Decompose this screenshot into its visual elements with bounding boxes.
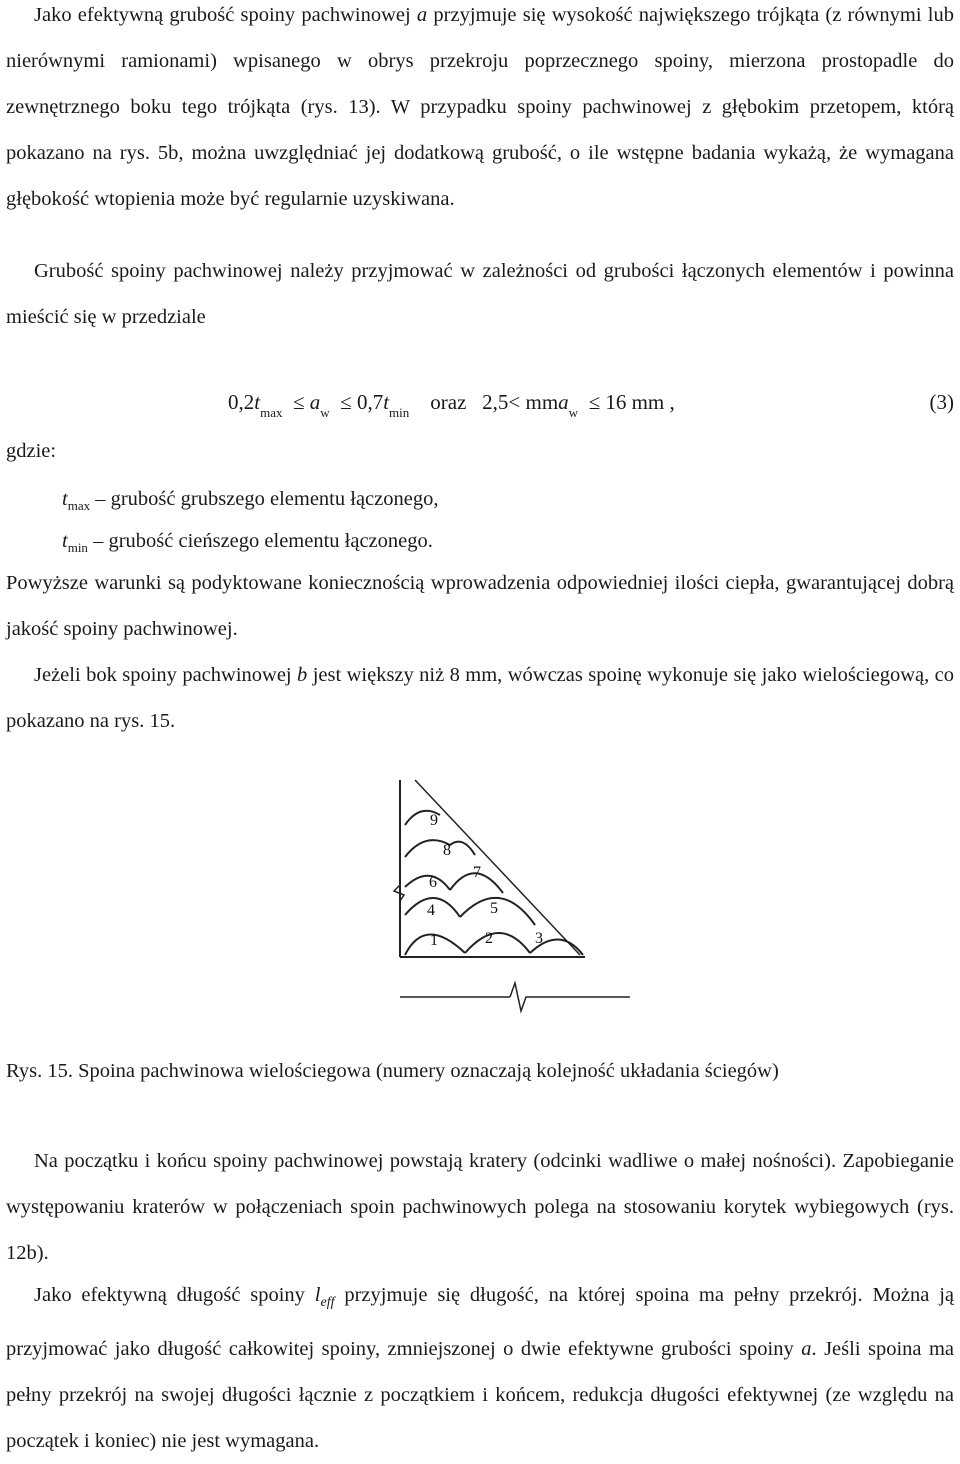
figure-caption: Rys. 15. Spoina pachwinowa wielościegowa (numery oznaczają kolejność układania ściegów) <box>6 1060 779 1082</box>
formula-3: $0,2t_{max} \le a_w \le 0,7t_{min}$ oraz 2,5< mma$_w$ ≤ 16 mm , <box>228 390 675 421</box>
text: trójkąta (z równymi lub nierównymi ramionami) wpisanego w obrys przekroju poprzecznego spoiny, mierzona prostopadle do zewnętrznego boku tego trójkąta (rys. 13). W przypadku spoiny pachwinowej z głębokim przetopem, którą pokazano na rys. 5b, można uwzględniać jej dodatkową grubość, o ile wstępne badania wykażą, że wymagana głębokość wtopienia może być regularnie uzyskiwana. <box>6 4 954 210</box>
paragraph-effective-length: Jako efektywną długość spoiny $l_{eff}$ przyjmuje się długość, na której spoina ma pełny przekrój. Można ją przyjmować jako długość całkowitej spoiny, zmniejszonej o dwie efektywne grubości spoiny a. Jeśli spoina ma pełny przekrój na swojej długości łącznie z początkiem i końcem, redukcja długości efektywnej (ze względu na początek i koniec) nie jest wymagana. <box>6 1284 955 1453</box>
bead-label-6: 6 <box>429 874 437 891</box>
paragraph-craters: Na początku i końcu spoiny pachwinowej powstają kratery (odcinki wadliwe o małej nośności). Zapobieganie występowaniu kraterów w połączeniach spoin pachwinowych polega na stosowaniu korytek wybiegowych (rys. 12b). <box>6 1150 954 1264</box>
definition-tmax: $t_{max}$ – grubość grubszego elementu łączonego, <box>62 488 439 514</box>
paragraph-multipass: Jeżeli bok spoiny pachwinowej b jest większy niż 8 mm, wówczas spoinę wykonuje się jako wielościegową, co pokazano na rys. 15. <box>6 664 955 732</box>
bead-label-3: 3 <box>535 930 543 947</box>
weld-sketch <box>385 775 635 1015</box>
bead-label-9: 9 <box>430 812 438 829</box>
paragraph-effective-thickness <box>6 0 954 222</box>
paragraph-thickness-range: Grubość spoiny pachwinowej należy przyjmować w zależności od grubości łączonych elementów i powinna mieścić się w przedziale <box>6 260 954 328</box>
variable-a: a <box>416 4 428 26</box>
bead-label-2: 2 <box>485 930 493 947</box>
paragraph-conditions: Powyższe warunki są podyktowane koniecznością wprowadzenia odpowiedniej ilości ciepła, gwarantującej dobrą jakość spoiny pachwinowej. <box>6 572 954 640</box>
bead-label-7: 7 <box>473 864 481 881</box>
where-label: gdzie: <box>6 440 57 462</box>
bead-label-5: 5 <box>490 900 498 917</box>
bead-label-4: 4 <box>427 902 435 919</box>
bead-label-1: 1 <box>430 932 438 949</box>
text: przyjmuje się wysokość największego <box>433 4 751 26</box>
text: Jako efektywną grubość spoiny pachwinowej <box>34 4 411 26</box>
bead-label-8: 8 <box>443 842 451 859</box>
equation-number: (3) <box>929 390 954 414</box>
figure-multipass-weld <box>385 775 635 1015</box>
definition-tmin: $t_{min}$ – grubość cieńszego elementu łączonego. <box>62 530 433 556</box>
